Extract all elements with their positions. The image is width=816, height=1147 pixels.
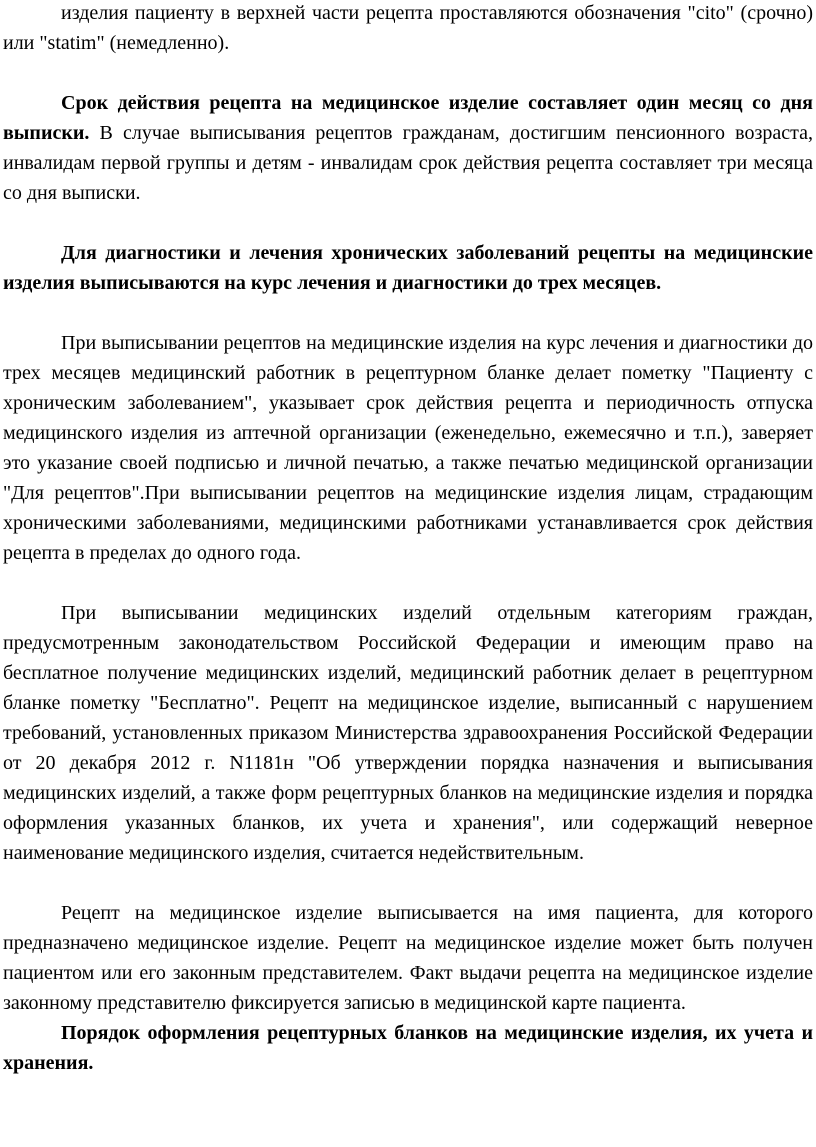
validity-period-heading: Срок действия рецепта на медицинское изделие составляет один месяц со дня выписки. <box>3 92 813 144</box>
paragraph-cito-statim: изделия пациенту в верхней части рецепта проставляются обозначения "cito" (срочно) или "statim" (немедленно). <box>3 2 813 54</box>
paragraph-free-categories: При выписывании медицинских изделий отдельным категориям граждан, предусмотренным законодательством Российской Федерации и имеющим право на бесплатное получение медицинских изделий, медицинский работник делает в рецептурном бланке пометку "Бесплатно". Рецепт на медицинское изделие, выписанный с нарушением требований, установленных приказом Министерства здравоохранения Российской Федерации от 20 декабря 2012 г. N1181н "Об утверждении порядка назначения и выписывания медицинских изделий, а также форм рецептурных бланков на медицинские изделия и порядка оформления указанных бланков, их учета и хранения", или содержащий неверное наименование медицинского изделия, считается недействительным. <box>3 602 813 864</box>
paragraph-patient-name: Рецепт на медицинское изделие выписывается на имя пациента, для которого предназначено медицинское изделие. Рецепт на медицинское изделие может быть получен пациентом или его законным представителем. Факт выдачи рецепта на медицинское изделие законному представителю фиксируется записью в медицинской карте пациента. <box>3 902 813 1014</box>
document-body <box>3 0 813 1078</box>
validity-period-text: В случае выписывания рецептов гражданам, достигшим пенсионного возраста, инвалидам первой группы и детям - инвалидам срок действия рецепта составляет три месяца со дня выписки. <box>3 122 813 204</box>
section-heading-forms: Порядок оформления рецептурных бланков на медицинские изделия, их учета и хранения. <box>3 1022 813 1074</box>
paragraph-chronic-prescription-rules: При выписывании рецептов на медицинские изделия на курс лечения и диагностики до трех месяцев медицинский работник в рецептурном бланке делает пометку "Пациенту с хроническим заболеванием", указывает срок действия рецепта и периодичность отпуска медицинского изделия из аптечной организации (еженедельно, ежемесячно и т.п.), заверяет это указание своей подписью и личной печатью, а также печатью медицинской организации "Для рецептов".При выписывании рецептов на медицинские изделия лицам, страдающим хроническими заболеваниями, медицинскими работниками устанавливается срок действия рецепта в пределах до одного года. <box>3 332 813 564</box>
paragraph-validity-period <box>3 88 813 208</box>
paragraph-chronic-diseases: Для диагностики и лечения хронических заболеваний рецепты на медицинские изделия выписываются на курс лечения и диагностики до трех месяцев. <box>3 242 813 294</box>
